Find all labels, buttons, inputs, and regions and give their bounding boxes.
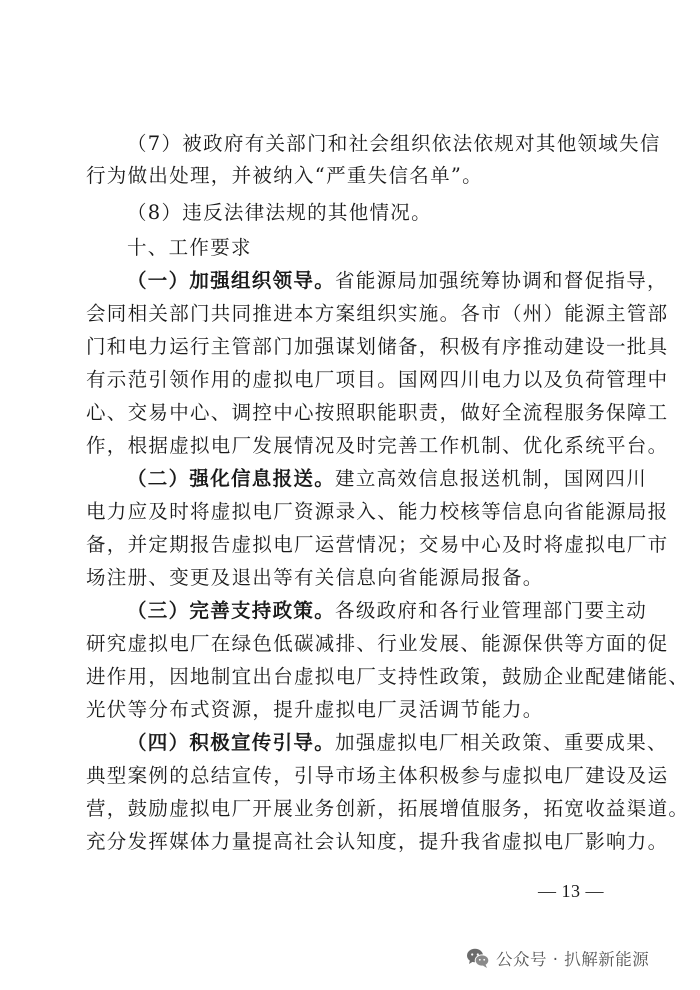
item-8: （8）违反法律法规的其他情况。 bbox=[127, 201, 432, 224]
para-4-lead: （四）积极宣传引导。 bbox=[127, 731, 336, 754]
para-3-line-1 bbox=[127, 599, 648, 623]
para-1-line-1 bbox=[127, 269, 668, 293]
para-1-lead: （一）加强组织领导。 bbox=[127, 269, 336, 292]
para-3-lead: （三）完善支持政策。 bbox=[127, 599, 336, 622]
para-2-line-2: 电力应及时将虚拟电厂资源录入、能力校核等信息向省能源局报 bbox=[86, 500, 669, 523]
para-1-line-4: 有示范引领作用的虚拟电厂项目。国网四川电力以及负荷管理中 bbox=[86, 368, 669, 391]
para-1-line-6: 作，根据虚拟电厂发展情况及时完善工作机制、优化系统平台。 bbox=[86, 434, 669, 457]
para-4-line-3: 营，鼓励虚拟电厂开展业务创新，拓展增值服务，拓宽收益渠道。 bbox=[86, 797, 690, 820]
watermark-text: 公众号 · 扒解新能源 bbox=[496, 950, 650, 969]
para-2-line-3: 备，并定期报告虚拟电厂运营情况；交易中心及时将虚拟电厂市 bbox=[86, 533, 669, 556]
item-7-line-1: （7）被政府有关部门和社会组织依法依规对其他领域失信 bbox=[127, 132, 661, 155]
para-4-line-4: 充分发挥媒体力量提高社会认知度，提升我省虚拟电厂影响力。 bbox=[86, 830, 669, 853]
para-2-lead: （二）强化信息报送。 bbox=[127, 467, 336, 490]
para-4-lead-rest: 加强虚拟电厂相关政策、重要成果、 bbox=[335, 731, 668, 754]
para-1-line-2: 会同相关部门共同推进本方案组织实施。各市（州）能源主管部 bbox=[86, 302, 669, 325]
item-7-line-2: 行为做出处理，并被纳入“严重失信名单”。 bbox=[86, 164, 483, 187]
wechat-icon bbox=[466, 947, 490, 969]
page-number: — 13 — bbox=[538, 881, 604, 901]
wechat-watermark bbox=[466, 946, 649, 970]
para-3-line-2: 研究虚拟电厂在绿色低碳减排、行业发展、能源保供等方面的促 bbox=[86, 632, 669, 655]
para-3-line-4: 光伏等分布式资源，提升虚拟电厂灵活调节能力。 bbox=[86, 698, 544, 721]
para-3-line-3: 进作用，因地制宜出台虚拟电厂支持性政策，鼓励企业配建储能、 bbox=[86, 665, 690, 688]
section-heading-10: 十、工作要求 bbox=[127, 236, 252, 259]
para-1-line-3: 门和电力运行主管部门加强谋划储备，积极有序推动建设一批具 bbox=[86, 335, 669, 358]
para-2-lead-rest: 建立高效信息报送机制，国网四川 bbox=[335, 467, 648, 490]
para-1-line-5: 心、交易中心、调控中心按照职能职责，做好全流程服务保障工 bbox=[86, 401, 669, 424]
para-2-line-1 bbox=[127, 467, 648, 491]
para-4-line-2: 典型案例的总结宣传，引导市场主体积极参与虚拟电厂建设及运 bbox=[86, 764, 669, 787]
para-3-lead-rest: 各级政府和各行业管理部门要主动 bbox=[335, 599, 648, 622]
para-2-line-4: 场注册、变更及退出等有关信息向省能源局报备。 bbox=[86, 566, 544, 589]
para-1-lead-rest: 省能源局加强统筹协调和督促指导， bbox=[335, 269, 668, 292]
para-4-line-1 bbox=[127, 731, 668, 755]
